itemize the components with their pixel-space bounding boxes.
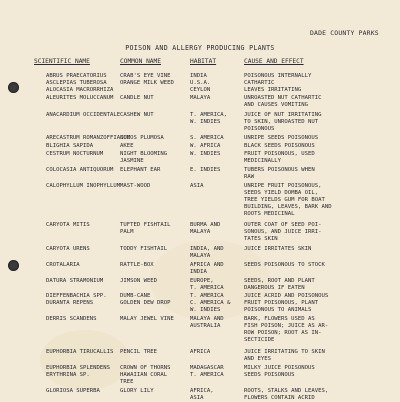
- common-name: PENCIL TREE: [120, 349, 158, 355]
- cause-and-effect: SEEDS POISONOUS TO STOCK: [244, 262, 325, 268]
- cause-and-effect: TUBERS POISONOUS WHEN RAW: [244, 167, 315, 180]
- scientific-name: ASCLEPIAS TUBEROSA: [46, 80, 107, 86]
- binder-hole: [8, 260, 19, 271]
- scientific-name: CALOPHYLLUM INOPHYLLUM: [46, 183, 121, 189]
- common-name: HAWAIIAN CORAL TREE: [120, 372, 168, 385]
- habitat: U.S.A.: [190, 80, 211, 86]
- column-header-cause-and-effect: CAUSE AND EFFECT: [244, 58, 304, 65]
- cause-and-effect: JUICE ACRID AND POISONOUS: [244, 293, 329, 299]
- cause-and-effect: ROOTS, STALKS AND LEAVES, FLOWERS CONTAIN ACRID: [244, 388, 329, 401]
- scientific-name: ANACARDIUM OCCIDENTALE: [46, 112, 121, 118]
- cause-and-effect: UNROASTED NUT CATHARTIC AND CAUSES VOMITING: [244, 95, 322, 108]
- common-name: MALAY JEWEL VINE: [120, 316, 174, 322]
- habitat: BURMA AND MALAYA: [190, 222, 221, 235]
- cause-and-effect: CATHARTIC: [244, 80, 275, 86]
- habitat: MALAYA: [190, 95, 211, 101]
- habitat: CEYLON: [190, 87, 211, 93]
- scientific-name: ALEURITES MOLUCCANUM: [46, 95, 114, 101]
- scientific-name: EUPHORBIA SPLENDENS: [46, 365, 110, 371]
- binder-hole: [8, 82, 19, 93]
- scientific-name: ERYTHRINA SP.: [46, 372, 90, 378]
- paper-stain: [40, 330, 130, 390]
- scientific-name: DATURA STRAMONIUM: [46, 278, 104, 284]
- cause-and-effect: FRUIT POISONOUS, USED MEDICINALLY: [244, 151, 315, 164]
- scientific-name: CROTALARIA: [46, 262, 80, 268]
- habitat: AFRICA AND INDIA: [190, 262, 224, 275]
- common-name: ELEPHANT EAR: [120, 167, 161, 173]
- scientific-name: ABRUS PRAECATORIUS: [46, 73, 107, 79]
- habitat: INDIA: [190, 73, 207, 79]
- habitat: T. AMERICA: [190, 293, 224, 299]
- scientific-name: GLORIOSA SUPERBA: [46, 388, 100, 394]
- scientific-name: DERRIS SCANDENS: [46, 316, 97, 322]
- habitat: E. INDIES: [190, 167, 221, 173]
- cause-and-effect: JUICE IRRITATES SKIN: [244, 246, 312, 252]
- common-name: COCOS PLUMOSA: [120, 135, 164, 141]
- cause-and-effect: UNRIPE FRUIT POISONOUS, SEEDS YIELD DOMBA OIL, TREE YIELDS GUM FOR BOAT BUILDING, LEAVES, BARK AND ROOTS MEDICINAL: [244, 183, 332, 217]
- column-header-common-name: COMMON NAME: [120, 58, 161, 65]
- habitat: W. INDIES: [190, 151, 221, 157]
- scientific-name: CARYOTA URENS: [46, 246, 90, 252]
- common-name: GLORY LILY: [120, 388, 154, 394]
- cause-and-effect: JUICE IRRITATING TO SKIN AND EYES: [244, 349, 325, 362]
- common-name: CRAB'S EYE VINE: [120, 73, 171, 79]
- cause-and-effect: JUICE OF NUT IRRITATING TO SKIN, UNROASTED NUT POISONOUS: [244, 112, 322, 132]
- document-title: POISON AND ALLERGY PRODUCING PLANTS: [125, 44, 275, 52]
- habitat: AFRICA, ASIA: [190, 388, 214, 401]
- scientific-name: DIEFFENBACHIA SPP.: [46, 293, 107, 299]
- department-name: DADE COUNTY PARKS: [310, 29, 379, 37]
- habitat: S. AMERICA: [190, 135, 224, 141]
- common-name: DUMB-CANE: [120, 293, 151, 299]
- habitat: T. AMERICA, W. INDIES: [190, 112, 228, 125]
- common-name: CROWN OF THORNS: [120, 365, 171, 371]
- scientific-name: EUPHORBIA TIRUCALLIS: [46, 349, 114, 355]
- scientific-name: BLIGHIA SAPIDA: [46, 143, 94, 149]
- common-name: TODDY FISHTAIL: [120, 246, 168, 252]
- habitat: INDIA, AND MALAYA: [190, 246, 224, 259]
- common-name: GOLDEN DEW DROP: [120, 300, 171, 306]
- cause-and-effect: LEAVES IRRITATING: [244, 87, 302, 93]
- cause-and-effect: SEEDS POISONOUS: [244, 372, 295, 378]
- common-name: MAST-WOOD: [120, 183, 151, 189]
- common-name: TUFTED FISHTAIL PALM: [120, 222, 171, 235]
- scientific-name: ALOCASIA MACRORRHIZA: [46, 87, 114, 93]
- common-name: CANDLE NUT: [120, 95, 154, 101]
- scientific-name: DURANTA REPENS: [46, 300, 94, 306]
- habitat: W. AFRICA: [190, 143, 221, 149]
- cause-and-effect: MILKY JUICE POISONOUS: [244, 365, 315, 371]
- habitat: MADAGASCAR: [190, 365, 224, 371]
- habitat: MALAYA AND AUSTRALIA: [190, 316, 224, 329]
- habitat: C. AMERICA & W. INDIES: [190, 300, 231, 313]
- cause-and-effect: OUTER COAT OF SEED POI- SONOUS, AND JUICE IRRI- TATES SKIN: [244, 222, 322, 242]
- habitat: AFRICA: [190, 349, 211, 355]
- scientific-name: CESTRUM NOCTURNUM: [46, 151, 104, 157]
- common-name: CASHEW NUT: [120, 112, 154, 118]
- cause-and-effect: SEEDS, ROOT AND PLANT DANGEROUS IF EATEN: [244, 278, 315, 291]
- habitat: EUROPE, T. AMERICA: [190, 278, 224, 291]
- cause-and-effect: FRUIT POISONOUS, PLANT POISONOUS TO ANIMALS: [244, 300, 319, 313]
- cause-and-effect: BLACK SEEDS POISONOUS: [244, 143, 315, 149]
- cause-and-effect: BARK, FLOWERS USED AS FISH POISON; JUICE AS AR- ROW POISON; ROOT AS IN- SECTICIDE: [244, 316, 329, 343]
- cause-and-effect: POISONOUS INTERNALLY: [244, 73, 312, 79]
- column-header-scientific-name: SCIENTIFIC NAME: [34, 58, 90, 65]
- common-name: JIMSON WEED: [120, 278, 158, 284]
- habitat: ASIA: [190, 183, 204, 189]
- scientific-name: CARYOTA MITIS: [46, 222, 90, 228]
- scientific-name: ARECASTRUM ROMANZOFFIANUM: [46, 135, 131, 141]
- common-name: ORANGE MILK WEED: [120, 80, 174, 86]
- common-name: NIGHT BLOOMING JASMINE: [120, 151, 168, 164]
- column-header-habitat: HABITAT: [190, 58, 217, 65]
- scientific-name: COLOCASIA ANTIQUORUM: [46, 167, 114, 173]
- habitat: T. AMERICA: [190, 372, 224, 378]
- cause-and-effect: UNRIPE SEEDS POISONOUS: [244, 135, 319, 141]
- common-name: RATTLE-BOX: [120, 262, 154, 268]
- common-name: AKEE: [120, 143, 134, 149]
